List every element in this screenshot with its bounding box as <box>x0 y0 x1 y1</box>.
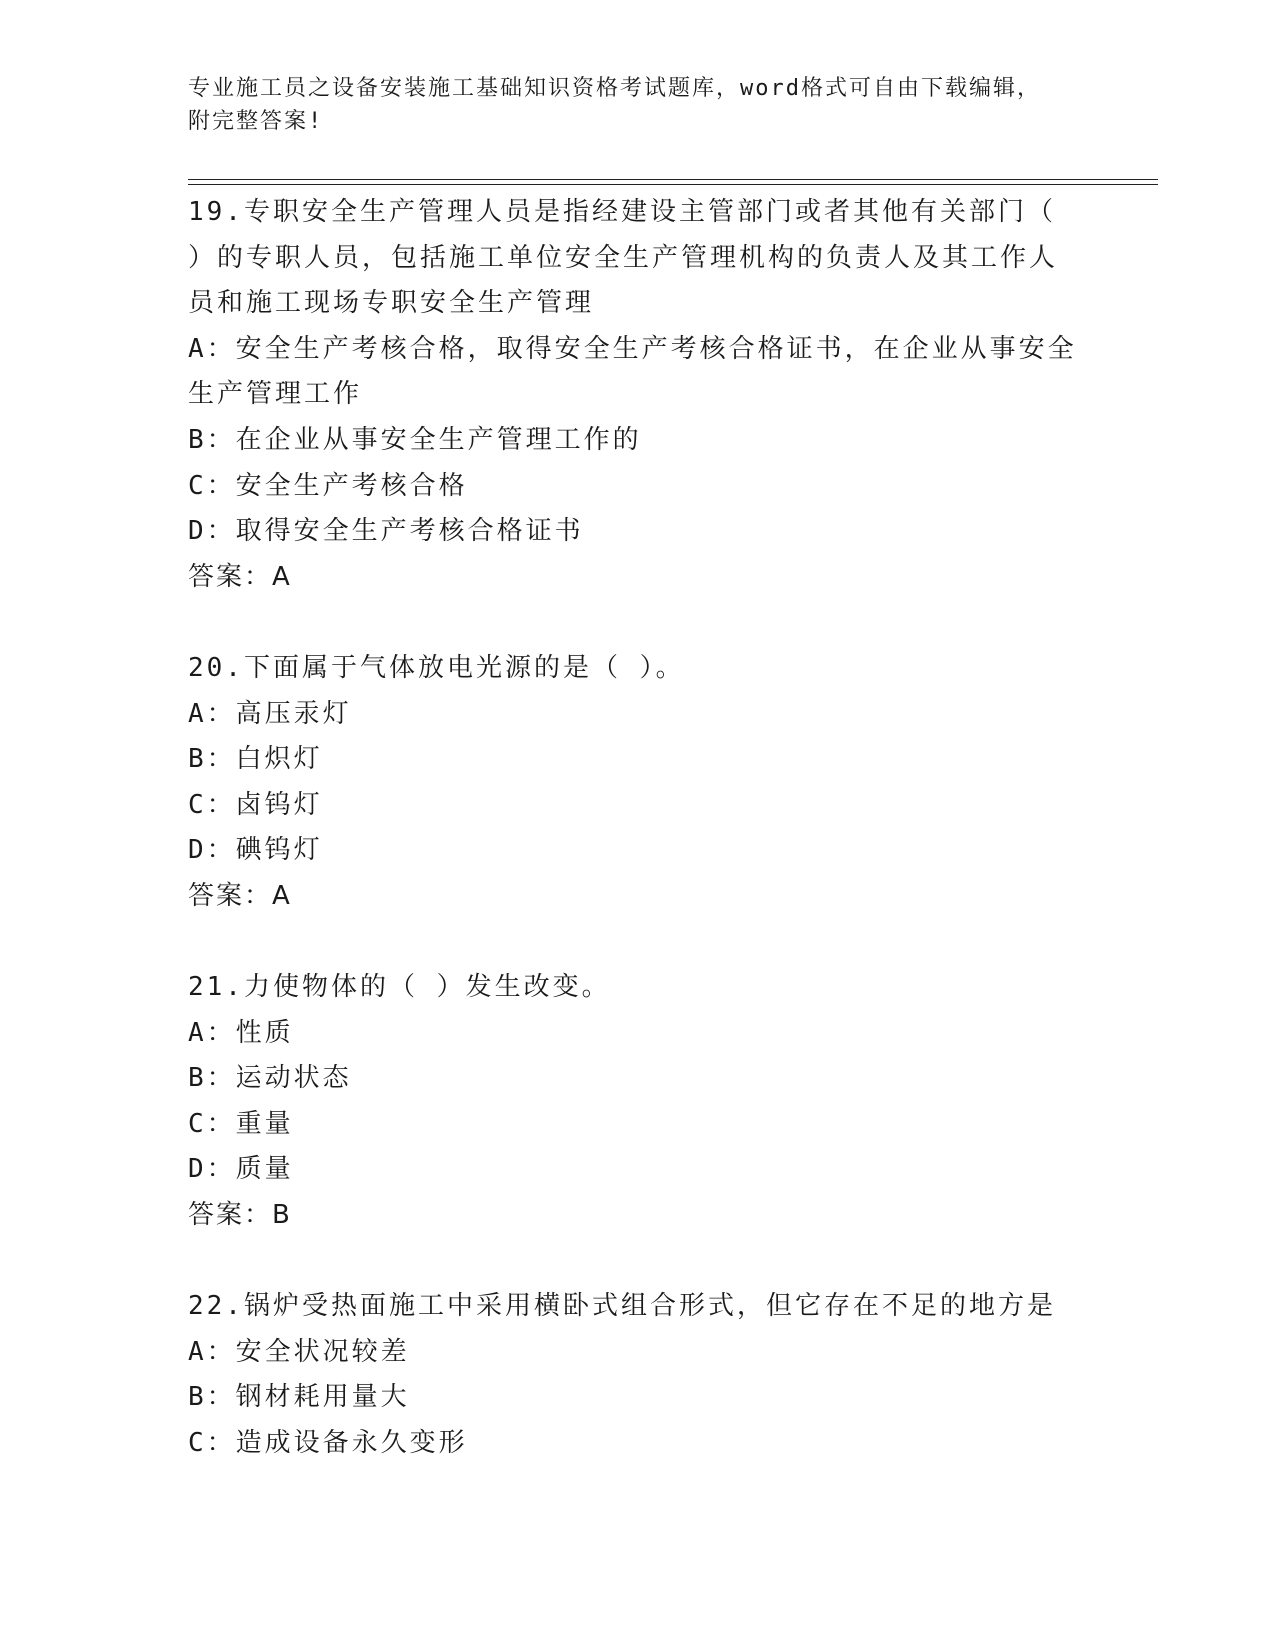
option-d: D：质量 <box>188 1154 294 1185</box>
option-b: B：运动状态 <box>188 1063 352 1094</box>
answer-value: B <box>272 1200 292 1231</box>
question-20 <box>188 646 1088 920</box>
question-text: 员和施工现场专职安全生产管理 <box>188 288 595 319</box>
question-text: 21.力使物体的（ ）发生改变。 <box>188 972 611 1003</box>
option-a: A：安全状况较差 <box>188 1336 410 1367</box>
question-text: ）的专职人员，包括施工单位安全生产管理机构的负责人及其工作人 <box>188 242 1059 273</box>
question-22 <box>188 1284 1088 1466</box>
question-21 <box>188 965 1088 1239</box>
spacer <box>188 920 1088 966</box>
option-d: D：碘钨灯 <box>188 835 323 866</box>
question-text: 20.下面属于气体放电光源的是（ ）。 <box>188 652 685 683</box>
option-a: A：性质 <box>188 1017 294 1048</box>
answer-label: 答案： <box>188 880 273 911</box>
option-b: B：在企业从事安全生产管理工作的 <box>188 424 642 455</box>
option-b: B：白炽灯 <box>188 744 323 775</box>
answer-label: 答案： <box>188 561 273 592</box>
header-line-2: 附完整答案! <box>188 109 324 134</box>
answer-label: 答案： <box>188 1200 273 1231</box>
answer-line <box>188 1193 1088 1239</box>
document-header <box>188 72 1088 138</box>
answer-value: A <box>272 561 292 592</box>
answer-line <box>188 874 1088 920</box>
answer-value: A <box>272 880 292 911</box>
question-list <box>188 190 1088 1467</box>
question-text: 19.专职安全生产管理人员是指经建设主管部门或者其他有关部门（ <box>188 197 1056 227</box>
answer-line <box>188 555 1088 601</box>
option-a: A：安全生产考核合格，取得安全生产考核合格证书，在企业从事安全 <box>188 333 1077 364</box>
header-line-1: 专业施工员之设备安装施工基础知识资格考试题库，word格式可自由下载编辑， <box>188 76 1041 101</box>
option-c: C：造成设备永久变形 <box>188 1428 468 1459</box>
question-19 <box>188 190 1088 600</box>
header-divider-bottom <box>188 184 1158 185</box>
spacer <box>188 1239 1088 1285</box>
spacer <box>188 600 1088 646</box>
option-d: D：取得安全生产考核合格证书 <box>188 516 584 547</box>
option-c: C：安全生产考核合格 <box>188 470 468 501</box>
option-a: A：高压汞灯 <box>188 698 352 729</box>
option-c: C：卤钨灯 <box>188 789 323 820</box>
question-text: 22.锅炉受热面施工中采用横卧式组合形式，但它存在不足的地方是 <box>188 1291 1056 1322</box>
option-b: B：钢材耗用量大 <box>188 1382 410 1413</box>
header-divider-top <box>188 179 1158 180</box>
option-a-continued: 生产管理工作 <box>188 379 363 410</box>
option-c: C：重量 <box>188 1108 294 1139</box>
